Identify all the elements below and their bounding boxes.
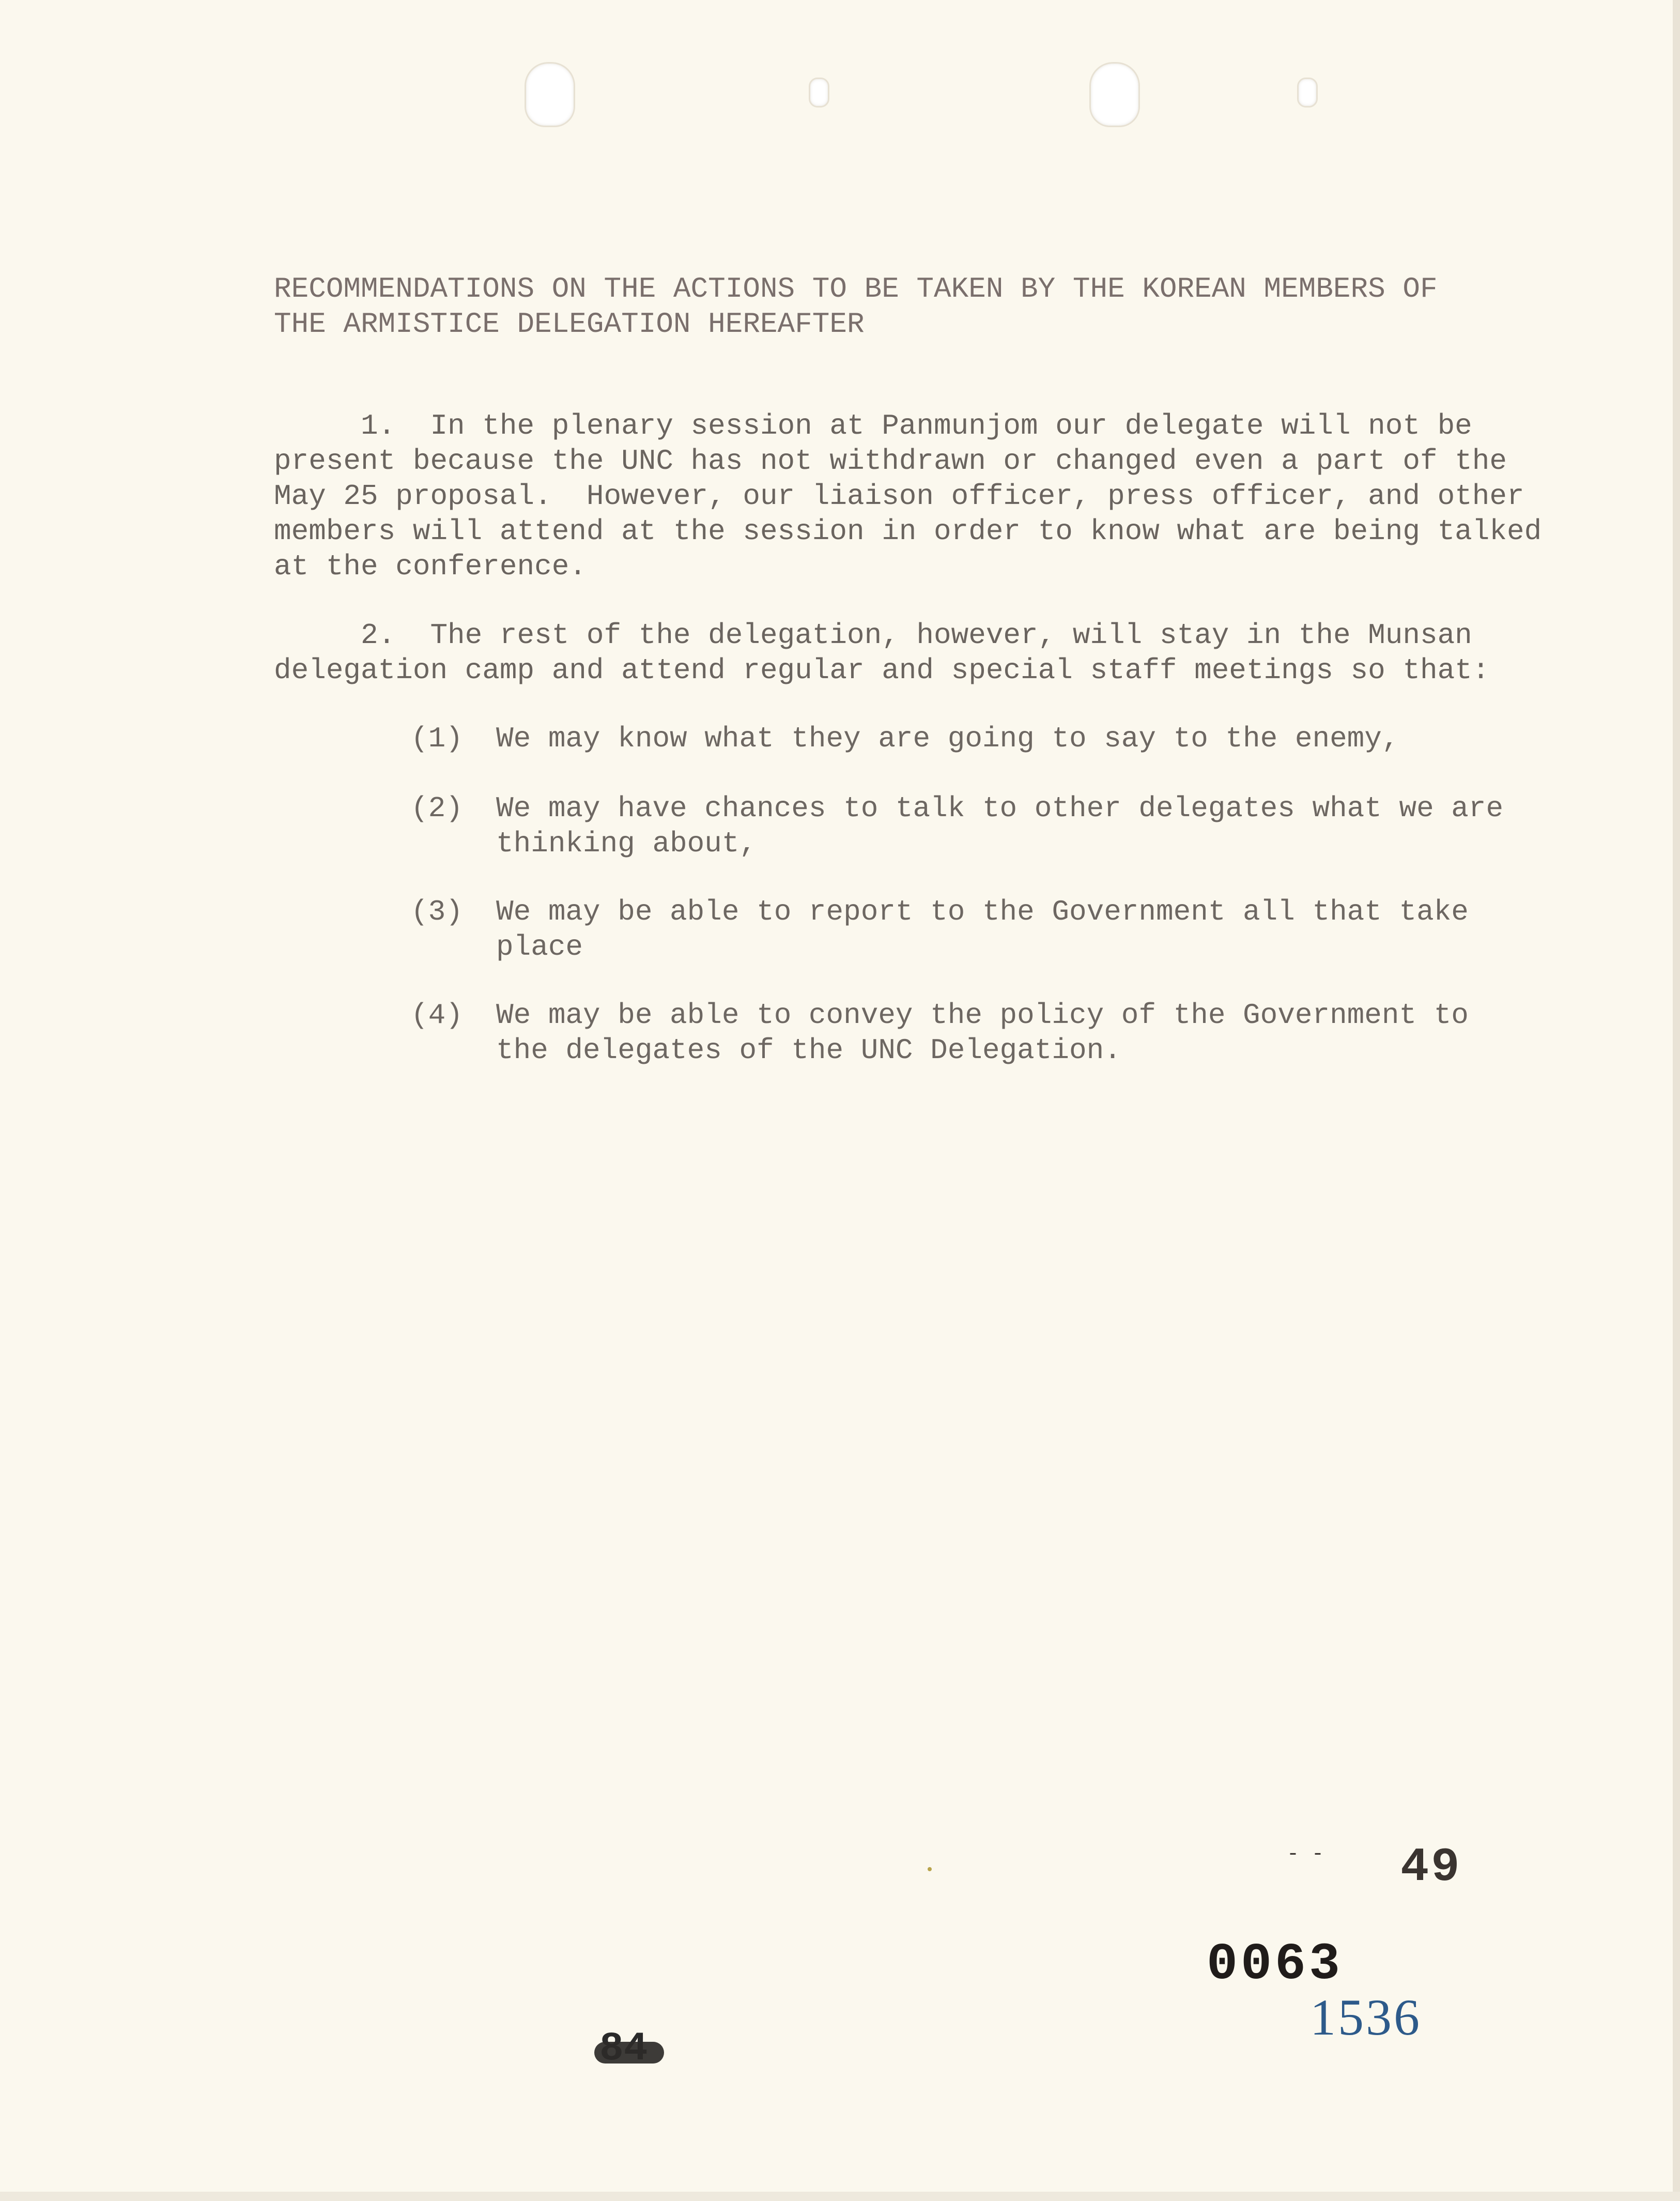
punch-hole-left [525, 62, 575, 127]
page-edge-bottom [0, 2192, 1680, 2201]
strike-out-mark [594, 2042, 664, 2064]
paragraph-2: 2. The rest of the delegation, however, will stay in the Munsan delegation camp and attend regular and special staff meetings so that: [274, 619, 1490, 687]
list-item-text: We may know what they are going to say to the enemy, [496, 722, 1399, 755]
file-number-stamp: 0063 [1207, 1936, 1344, 1994]
paragraph-1: 1. In the plenary session at Panmunjom our delegate will not be present because the UNC has not withdrawn or changed even a part of the May 25 proposal. However, our liaison officer, press officer, and other members will attend at the session in order to know what are being talked at the conference. [274, 409, 1542, 583]
ink-speck [928, 1867, 932, 1871]
page-number-stamp: 49 [1400, 1840, 1462, 1894]
punch-hole-small-right [1297, 78, 1318, 108]
list-item-text: We may be able to convey the policy of the Government to the delegates of the UNC Delegation. [496, 999, 1469, 1067]
archive-number-stamp: 1536 [1310, 1989, 1422, 2046]
dash-marks: - - [1287, 1843, 1324, 1866]
list-item-number: (3) [411, 895, 463, 928]
list-item-number: (4) [411, 999, 463, 1032]
list-item-text: We may have chances to talk to other delegates what we are thinking about, [496, 792, 1504, 860]
page-edge-right [1673, 0, 1680, 2201]
punch-hole-small-left [809, 78, 829, 108]
list-item-number: (1) [411, 722, 463, 755]
document-heading: RECOMMENDATIONS ON THE ACTIONS TO BE TAKEN BY THE KOREAN MEMBERS OF THE ARMISTICE DELEGATION HEREAFTER [274, 272, 1438, 341]
list-item-number: (2) [411, 792, 463, 825]
punch-hole-right [1089, 62, 1140, 127]
list-item-text: We may be able to report to the Government all that take place [496, 895, 1469, 964]
